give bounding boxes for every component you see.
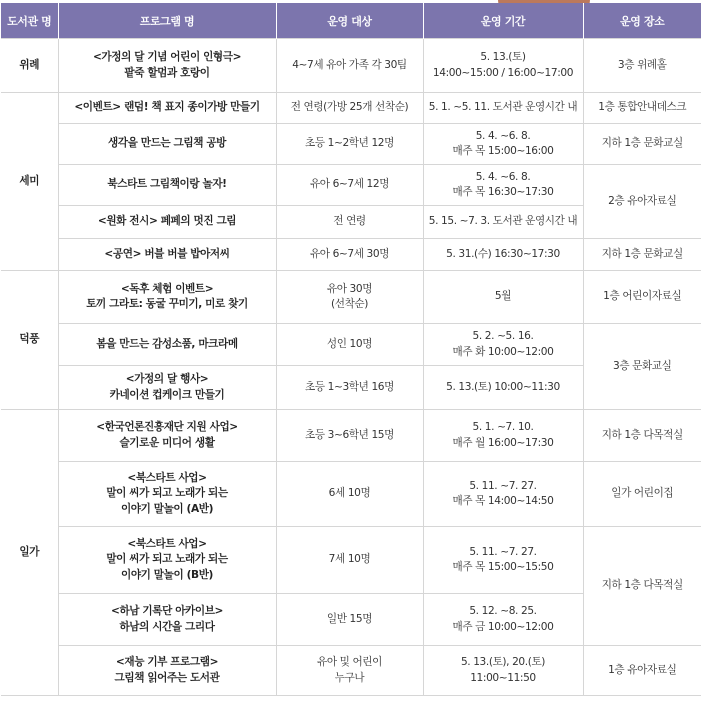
program-cell: <북스타트 사업> 말이 씨가 되고 노래가 되는 이야기 말놀이 (A반): [58, 462, 276, 527]
period-cell: 5. 31.(수) 16:30~17:30: [423, 239, 583, 271]
period-cell: 5. 13.(토), 20.(토) 11:00~11:50: [423, 646, 583, 696]
place-cell: 지하 1층 문화교실: [583, 124, 701, 165]
program-cell: 북스타트 그림책이랑 놀자!: [58, 165, 276, 206]
period-cell: 5. 1. ~5. 11. 도서관 운영시간 내: [423, 93, 583, 124]
target-cell: 초등 1~2학년 12명: [276, 124, 423, 165]
program-cell: <독후 체험 이벤트> 토끼 그라토: 동굴 꾸미기, 미로 찾기: [58, 271, 276, 324]
period-cell: 5. 13.(토) 10:00~11:30: [423, 366, 583, 410]
program-cell: <한국언론진흥재단 지원 사업> 슬기로운 미디어 생활: [58, 410, 276, 462]
period-cell: 5. 13.(토) 14:00~15:00 / 16:00~17:00: [423, 39, 583, 93]
target-cell: 초등 3~6학년 15명: [276, 410, 423, 462]
table-row: [1, 39, 701, 93]
table-row: [1, 165, 701, 206]
period-cell: 5. 11. ~7. 27. 매주 목 15:00~15:50: [423, 527, 583, 594]
target-cell: 유아 6~7세 12명: [276, 165, 423, 206]
branch-cell: 덕풍: [1, 271, 58, 410]
period-cell: 5. 15. ~7. 3. 도서관 운영시간 내: [423, 206, 583, 239]
program-cell: <북스타트 사업> 말이 씨가 되고 노래가 되는 이야기 말놀이 (B반): [58, 527, 276, 594]
program-cell: 봄을 만드는 감성소품, 마크라메: [58, 324, 276, 366]
place-cell: 3층 위례홀: [583, 39, 701, 93]
group-semi: [1, 93, 701, 271]
program-cell: <가정의 달 행사> 카네이션 컵케이크 만들기: [58, 366, 276, 410]
table-row: [1, 527, 701, 594]
group-deokpung: [1, 271, 701, 410]
program-cell: <하남 기록단 아카이브> 하남의 시간을 그리다: [58, 594, 276, 646]
table-row: [1, 410, 701, 462]
table-row: [1, 646, 701, 696]
branch-cell: 일가: [1, 410, 58, 696]
period-cell: 5. 2. ~5. 16. 매주 화 10:00~12:00: [423, 324, 583, 366]
target-cell: 유아 및 어린이 누구나: [276, 646, 423, 696]
place-cell: 지하 1층 다목적실: [583, 410, 701, 462]
program-cell: <원화 전시> 페페의 멋진 그림: [58, 206, 276, 239]
target-cell: 유아 30명 (선착순): [276, 271, 423, 324]
table-row: [1, 271, 701, 324]
target-cell: 일반 15명: [276, 594, 423, 646]
place-cell: 3층 문화교실: [583, 324, 701, 410]
period-cell: 5. 12. ~8. 25. 매주 금 10:00~12:00: [423, 594, 583, 646]
place-cell: 1층 어린이자료실: [583, 271, 701, 324]
period-cell: 5. 4. ~6. 8. 매주 목 15:00~16:00: [423, 124, 583, 165]
program-cell: <이벤트> 랜덤! 책 표지 종이가방 만들기: [58, 93, 276, 124]
header-target: 운영 대상: [276, 3, 423, 39]
header-place: 운영 장소: [583, 3, 701, 39]
place-cell: 2층 유아자료실: [583, 165, 701, 239]
group-ilga: [1, 410, 701, 696]
program-cell: 생각을 만드는 그림책 공방: [58, 124, 276, 165]
table-row: [1, 239, 701, 271]
period-cell: 5월: [423, 271, 583, 324]
header-library: 도서관 명: [1, 3, 58, 39]
header-row: [1, 3, 701, 39]
target-cell: 4~7세 유아 가족 각 30팀: [276, 39, 423, 93]
target-cell: 전 연령: [276, 206, 423, 239]
program-cell: <재능 기부 프로그램> 그림책 읽어주는 도서관: [58, 646, 276, 696]
target-cell: 6세 10명: [276, 462, 423, 527]
table-row: [1, 93, 701, 124]
place-cell: 지하 1층 문화교실: [583, 239, 701, 271]
target-cell: 7세 10명: [276, 527, 423, 594]
target-cell: 유아 6~7세 30명: [276, 239, 423, 271]
program-cell: <가정의 달 기념 어린이 인형극> 팥죽 할멈과 호랑이: [58, 39, 276, 93]
program-table: [1, 3, 701, 696]
period-cell: 5. 4. ~6. 8. 매주 목 16:30~17:30: [423, 165, 583, 206]
target-cell: 전 연령(가방 25개 선착순): [276, 93, 423, 124]
place-cell: 일가 어린이집: [583, 462, 701, 527]
place-cell: 1층 유아자료실: [583, 646, 701, 696]
program-cell: <공연> 버블 버블 밥아저씨: [58, 239, 276, 271]
table-row: [1, 462, 701, 527]
place-cell: 지하 1층 다목적실: [583, 527, 701, 646]
target-cell: 초등 1~3학년 16명: [276, 366, 423, 410]
group-wirye: [1, 39, 701, 93]
header-period: 운영 기간: [423, 3, 583, 39]
period-cell: 5. 11. ~7. 27. 매주 목 14:00~14:50: [423, 462, 583, 527]
branch-cell: 세미: [1, 93, 58, 271]
target-cell: 성인 10명: [276, 324, 423, 366]
period-cell: 5. 1. ~7. 10. 매주 월 16:00~17:30: [423, 410, 583, 462]
header-program: 프로그램 명: [58, 3, 276, 39]
place-cell: 1층 통합안내데스크: [583, 93, 701, 124]
table-row: [1, 324, 701, 366]
table-row: [1, 124, 701, 165]
branch-cell: 위례: [1, 39, 58, 93]
